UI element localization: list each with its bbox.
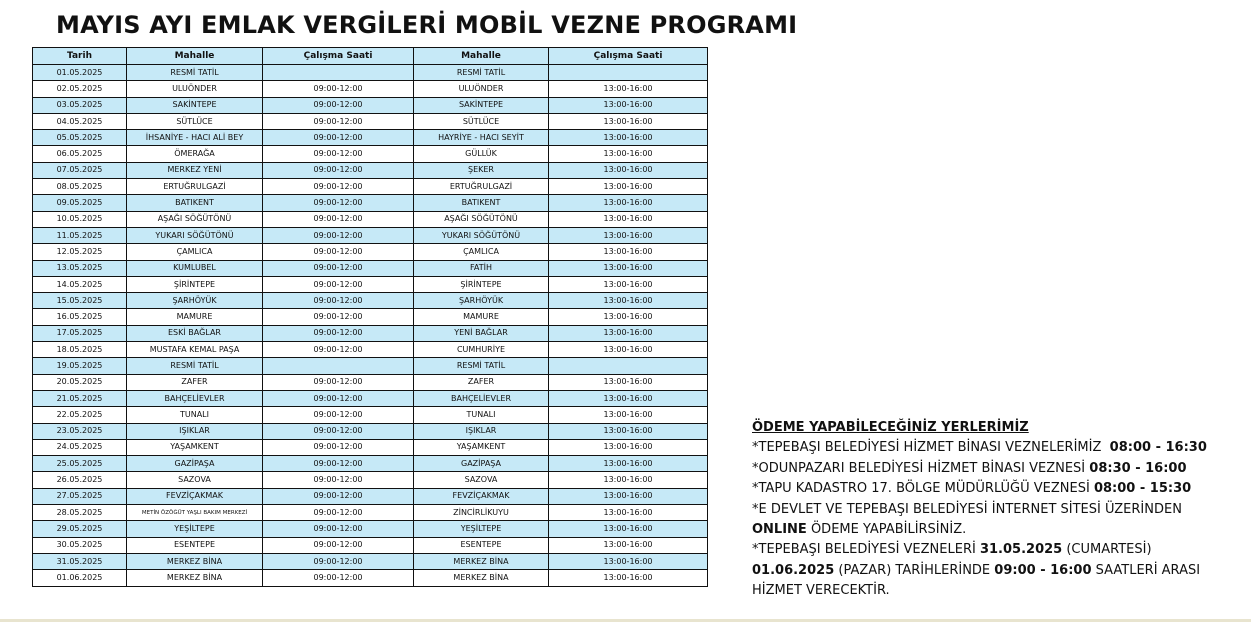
hours-afternoon-cell: 13:00-16:00: [549, 325, 708, 341]
table-row: [33, 407, 708, 423]
hours-morning-cell: 09:00-12:00: [263, 439, 414, 455]
district-morning-cell: MAMURE: [127, 309, 263, 325]
info-line-3-time: 08:00 - 15:30: [1093, 481, 1192, 497]
district-morning-cell: ESENTEPE: [127, 537, 263, 553]
hours-morning-cell: 09:00-12:00: [263, 260, 414, 276]
district-morning-cell: ÇAMLICA: [127, 244, 263, 260]
info-line-2-text: *ODUNPAZARI BELEDİYESİ HİZMET BİNASI VEZNESİ: [752, 460, 1086, 476]
hours-morning-cell: 09:00-12:00: [263, 162, 414, 178]
table-row: [33, 570, 708, 586]
hours-afternoon-cell: 13:00-16:00: [549, 423, 708, 439]
hours-morning-cell: 09:00-12:00: [263, 309, 414, 325]
info-line-8: HİZMET VERECEKTİR.: [752, 583, 890, 599]
district-morning-cell: MERKEZ YENİ: [127, 162, 263, 178]
hours-morning-cell: [263, 65, 414, 81]
table-row: [33, 456, 708, 472]
info-line-5-text: ÖDEME YAPABİLİRSİNİZ.: [810, 522, 967, 538]
date-cell: 06.05.2025: [33, 146, 127, 162]
date-cell: 03.05.2025: [33, 97, 127, 113]
info-line-1: [752, 438, 1222, 458]
info-line-3: [752, 479, 1222, 499]
date-cell: 22.05.2025: [33, 407, 127, 423]
hours-morning-cell: 09:00-12:00: [263, 325, 414, 341]
date-cell: 27.05.2025: [33, 488, 127, 504]
district-morning-cell: BATIKENT: [127, 195, 263, 211]
district-afternoon-cell: ZİNCİRLİKUYU: [414, 505, 549, 521]
header-district-morning: Mahalle: [127, 48, 263, 65]
date-cell: 29.05.2025: [33, 521, 127, 537]
district-morning-cell: ERTUĞRULGAZİ: [127, 179, 263, 195]
info-line-6: [752, 540, 1222, 560]
payment-locations-panel: [752, 418, 1222, 602]
district-morning-cell: METİN ÖZÖĞÜT YAŞLI BAKIM MERKEZİ: [127, 505, 263, 521]
district-afternoon-cell: ESENTEPE: [414, 537, 549, 553]
hours-morning-cell: 09:00-12:00: [263, 130, 414, 146]
date-cell: 16.05.2025: [33, 309, 127, 325]
hours-morning-cell: 09:00-12:00: [263, 553, 414, 569]
district-morning-cell: RESMİ TATİL: [127, 358, 263, 374]
hours-afternoon-cell: 13:00-16:00: [549, 309, 708, 325]
district-morning-cell: SAZOVA: [127, 472, 263, 488]
date-cell: 01.05.2025: [33, 65, 127, 81]
hours-morning-cell: 09:00-12:00: [263, 456, 414, 472]
date-cell: 01.06.2025: [33, 570, 127, 586]
date-cell: 04.05.2025: [33, 113, 127, 129]
header-hours-morning: Çalışma Saati: [263, 48, 414, 65]
date-cell: 25.05.2025: [33, 456, 127, 472]
date-cell: 08.05.2025: [33, 179, 127, 195]
district-morning-cell: MERKEZ BİNA: [127, 570, 263, 586]
district-morning-cell: YUKARI SÖĞÜTÖNÜ: [127, 227, 263, 243]
info-line-6-day: (CUMARTESİ): [1066, 542, 1152, 558]
hours-afternoon-cell: [549, 65, 708, 81]
hours-morning-cell: 09:00-12:00: [263, 521, 414, 537]
hours-morning-cell: 09:00-12:00: [263, 374, 414, 390]
table-row: [33, 260, 708, 276]
district-afternoon-cell: ZAFER: [414, 374, 549, 390]
hours-afternoon-cell: 13:00-16:00: [549, 81, 708, 97]
date-cell: 13.05.2025: [33, 260, 127, 276]
district-morning-cell: İHSANİYE - HACI ALİ BEY: [127, 130, 263, 146]
info-line-2-time: 08:30 - 16:00: [1089, 460, 1187, 476]
hours-afternoon-cell: 13:00-16:00: [549, 505, 708, 521]
hours-afternoon-cell: 13:00-16:00: [549, 276, 708, 292]
info-line-5: [752, 520, 1222, 540]
info-line-5-bold: ONLINE: [752, 522, 807, 538]
district-morning-cell: AŞAĞI SÖĞÜTÖNÜ: [127, 211, 263, 227]
info-line-1-time: 08:00 - 16:30: [1109, 440, 1207, 456]
hours-morning-cell: 09:00-12:00: [263, 179, 414, 195]
hours-morning-cell: [263, 358, 414, 374]
hours-afternoon-cell: 13:00-16:00: [549, 97, 708, 113]
district-morning-cell: ESKİ BAĞLAR: [127, 325, 263, 341]
date-cell: 12.05.2025: [33, 244, 127, 260]
table-row: [33, 439, 708, 455]
hours-morning-cell: 09:00-12:00: [263, 97, 414, 113]
date-cell: 19.05.2025: [33, 358, 127, 374]
district-afternoon-cell: GÜLLÜK: [414, 146, 549, 162]
date-cell: 26.05.2025: [33, 472, 127, 488]
district-afternoon-cell: FATİH: [414, 260, 549, 276]
table-row: [33, 505, 708, 521]
hours-afternoon-cell: 13:00-16:00: [549, 195, 708, 211]
table-row: [33, 81, 708, 97]
table-row: [33, 423, 708, 439]
hours-morning-cell: 09:00-12:00: [263, 407, 414, 423]
district-afternoon-cell: MAMURE: [414, 309, 549, 325]
date-cell: 28.05.2025: [33, 505, 127, 521]
hours-afternoon-cell: 13:00-16:00: [549, 439, 708, 455]
hours-afternoon-cell: 13:00-16:00: [549, 570, 708, 586]
table-row: [33, 342, 708, 358]
info-line-2: [752, 459, 1222, 479]
district-afternoon-cell: HAYRİYE - HACI SEYİT: [414, 130, 549, 146]
district-morning-cell: TUNALI: [127, 407, 263, 423]
hours-afternoon-cell: 13:00-16:00: [549, 113, 708, 129]
date-cell: 21.05.2025: [33, 390, 127, 406]
table-row: [33, 195, 708, 211]
hours-afternoon-cell: 13:00-16:00: [549, 521, 708, 537]
hours-afternoon-cell: 13:00-16:00: [549, 407, 708, 423]
header-hours-afternoon: Çalışma Saati: [549, 48, 708, 65]
district-morning-cell: SÜTLÜCE: [127, 113, 263, 129]
info-line-6-date: 31.05.2025: [979, 542, 1063, 558]
table-row: [33, 488, 708, 504]
table-row: [33, 537, 708, 553]
district-morning-cell: FEVZİÇAKMAK: [127, 488, 263, 504]
district-morning-cell: ŞİRİNTEPE: [127, 276, 263, 292]
date-cell: 17.05.2025: [33, 325, 127, 341]
district-morning-cell: BAHÇELİEVLER: [127, 390, 263, 406]
district-afternoon-cell: ŞİRİNTEPE: [414, 276, 549, 292]
hours-afternoon-cell: 13:00-16:00: [549, 211, 708, 227]
district-afternoon-cell: FEVZİÇAKMAK: [414, 488, 549, 504]
district-afternoon-cell: AŞAĞI SÖĞÜTÖNÜ: [414, 211, 549, 227]
district-afternoon-cell: TUNALI: [414, 407, 549, 423]
table-row: [33, 65, 708, 81]
info-line-1-text: *TEPEBAŞI BELEDİYESİ HİZMET BİNASI VEZNELERİMİZ: [752, 440, 1102, 456]
date-cell: 18.05.2025: [33, 342, 127, 358]
hours-afternoon-cell: 13:00-16:00: [549, 488, 708, 504]
hours-morning-cell: 09:00-12:00: [263, 505, 414, 521]
hours-morning-cell: 09:00-12:00: [263, 342, 414, 358]
date-cell: 15.05.2025: [33, 293, 127, 309]
table-row: [33, 472, 708, 488]
district-morning-cell: IŞIKLAR: [127, 423, 263, 439]
district-afternoon-cell: CUMHURİYE: [414, 342, 549, 358]
district-afternoon-cell: MERKEZ BİNA: [414, 570, 549, 586]
table-row: [33, 211, 708, 227]
district-afternoon-cell: SAZOVA: [414, 472, 549, 488]
hours-afternoon-cell: 13:00-16:00: [549, 162, 708, 178]
district-afternoon-cell: RESMİ TATİL: [414, 358, 549, 374]
hours-afternoon-cell: [549, 358, 708, 374]
hours-afternoon-cell: 13:00-16:00: [549, 244, 708, 260]
hours-afternoon-cell: 13:00-16:00: [549, 293, 708, 309]
info-line-7-end: SAATLERİ ARASI: [1095, 562, 1201, 578]
district-afternoon-cell: ULUÖNDER: [414, 81, 549, 97]
hours-morning-cell: 09:00-12:00: [263, 276, 414, 292]
district-morning-cell: KUMLUBEL: [127, 260, 263, 276]
date-cell: 20.05.2025: [33, 374, 127, 390]
district-afternoon-cell: RESMİ TATİL: [414, 65, 549, 81]
date-cell: 10.05.2025: [33, 211, 127, 227]
table-row: [33, 276, 708, 292]
date-cell: 09.05.2025: [33, 195, 127, 211]
district-morning-cell: YAŞAMKENT: [127, 439, 263, 455]
hours-morning-cell: 09:00-12:00: [263, 570, 414, 586]
hours-morning-cell: 09:00-12:00: [263, 227, 414, 243]
hours-afternoon-cell: 13:00-16:00: [549, 260, 708, 276]
payment-locations-heading: ÖDEME YAPABİLECEĞİNİZ YERLERİMİZ: [752, 420, 1029, 435]
district-afternoon-cell: MERKEZ BİNA: [414, 553, 549, 569]
district-afternoon-cell: YEŞİLTEPE: [414, 521, 549, 537]
hours-afternoon-cell: 13:00-16:00: [549, 390, 708, 406]
hours-morning-cell: 09:00-12:00: [263, 488, 414, 504]
date-cell: 07.05.2025: [33, 162, 127, 178]
page-title: MAYIS AYI EMLAK VERGİLERİ MOBİL VEZNE PROGRAMI: [56, 11, 798, 39]
date-cell: 02.05.2025: [33, 81, 127, 97]
district-afternoon-cell: YUKARI SÖĞÜTÖNÜ: [414, 227, 549, 243]
schedule-table: [32, 47, 708, 587]
district-morning-cell: ÖMERAĞA: [127, 146, 263, 162]
hours-afternoon-cell: 13:00-16:00: [549, 130, 708, 146]
district-morning-cell: SAKİNTEPE: [127, 97, 263, 113]
hours-morning-cell: 09:00-12:00: [263, 195, 414, 211]
date-cell: 05.05.2025: [33, 130, 127, 146]
district-morning-cell: MUSTAFA KEMAL PAŞA: [127, 342, 263, 358]
info-line-7: [752, 561, 1222, 581]
date-cell: 23.05.2025: [33, 423, 127, 439]
table-header-row: [33, 48, 708, 65]
district-morning-cell: ZAFER: [127, 374, 263, 390]
date-cell: 31.05.2025: [33, 553, 127, 569]
hours-morning-cell: 09:00-12:00: [263, 81, 414, 97]
district-afternoon-cell: ÇAMLICA: [414, 244, 549, 260]
hours-afternoon-cell: 13:00-16:00: [549, 374, 708, 390]
table-row: [33, 553, 708, 569]
district-afternoon-cell: GAZİPAŞA: [414, 456, 549, 472]
table-row: [33, 97, 708, 113]
hours-morning-cell: 09:00-12:00: [263, 293, 414, 309]
district-afternoon-cell: ŞARHÖYÜK: [414, 293, 549, 309]
date-cell: 24.05.2025: [33, 439, 127, 455]
district-morning-cell: GAZİPAŞA: [127, 456, 263, 472]
hours-afternoon-cell: 13:00-16:00: [549, 553, 708, 569]
district-afternoon-cell: ERTUĞRULGAZİ: [414, 179, 549, 195]
district-afternoon-cell: ŞEKER: [414, 162, 549, 178]
district-afternoon-cell: BATIKENT: [414, 195, 549, 211]
info-line-7-mid: (PAZAR) TARİHLERİNDE: [838, 562, 991, 578]
table-row: [33, 374, 708, 390]
hours-afternoon-cell: 13:00-16:00: [549, 146, 708, 162]
district-morning-cell: ULUÖNDER: [127, 81, 263, 97]
table-row: [33, 521, 708, 537]
hours-afternoon-cell: 13:00-16:00: [549, 472, 708, 488]
district-afternoon-cell: YAŞAMKENT: [414, 439, 549, 455]
hours-morning-cell: 09:00-12:00: [263, 211, 414, 227]
info-line-6-text: *TEPEBAŞI BELEDİYESİ VEZNELERİ: [752, 542, 976, 558]
date-cell: 30.05.2025: [33, 537, 127, 553]
district-afternoon-cell: SÜTLÜCE: [414, 113, 549, 129]
district-afternoon-cell: SAKİNTEPE: [414, 97, 549, 113]
hours-afternoon-cell: 13:00-16:00: [549, 456, 708, 472]
schedule-body: [33, 65, 708, 587]
district-afternoon-cell: BAHÇELİEVLER: [414, 390, 549, 406]
hours-morning-cell: 09:00-12:00: [263, 537, 414, 553]
hours-afternoon-cell: 13:00-16:00: [549, 179, 708, 195]
hours-afternoon-cell: 13:00-16:00: [549, 227, 708, 243]
info-line-4: *E DEVLET VE TEPEBAŞI BELEDİYESİ İNTERNET SİTESİ ÜZERİNDEN: [752, 501, 1182, 517]
hours-afternoon-cell: 13:00-16:00: [549, 342, 708, 358]
table-row: [33, 309, 708, 325]
table-row: [33, 244, 708, 260]
date-cell: 14.05.2025: [33, 276, 127, 292]
district-morning-cell: ŞARHÖYÜK: [127, 293, 263, 309]
hours-morning-cell: 09:00-12:00: [263, 390, 414, 406]
table-row: [33, 130, 708, 146]
district-afternoon-cell: YENİ BAĞLAR: [414, 325, 549, 341]
table-row: [33, 325, 708, 341]
table-row: [33, 113, 708, 129]
table-row: [33, 390, 708, 406]
table-row: [33, 227, 708, 243]
date-cell: 11.05.2025: [33, 227, 127, 243]
header-date: Tarih: [33, 48, 127, 65]
info-line-3-text: *TAPU KADASTRO 17. BÖLGE MÜDÜRLÜĞÜ VEZNESİ: [752, 481, 1090, 497]
district-morning-cell: YEŞİLTEPE: [127, 521, 263, 537]
table-row: [33, 179, 708, 195]
hours-morning-cell: 09:00-12:00: [263, 472, 414, 488]
info-line-7-date: 01.06.2025: [752, 562, 835, 578]
hours-morning-cell: 09:00-12:00: [263, 146, 414, 162]
header-district-afternoon: Mahalle: [414, 48, 549, 65]
hours-morning-cell: 09:00-12:00: [263, 423, 414, 439]
table-row: [33, 162, 708, 178]
district-morning-cell: MERKEZ BİNA: [127, 553, 263, 569]
table-row: [33, 358, 708, 374]
hours-afternoon-cell: 13:00-16:00: [549, 537, 708, 553]
district-morning-cell: RESMİ TATİL: [127, 65, 263, 81]
hours-morning-cell: 09:00-12:00: [263, 244, 414, 260]
district-afternoon-cell: IŞIKLAR: [414, 423, 549, 439]
hours-morning-cell: 09:00-12:00: [263, 113, 414, 129]
table-row: [33, 293, 708, 309]
info-line-7-time: 09:00 - 16:00: [994, 562, 1092, 578]
table-row: [33, 146, 708, 162]
